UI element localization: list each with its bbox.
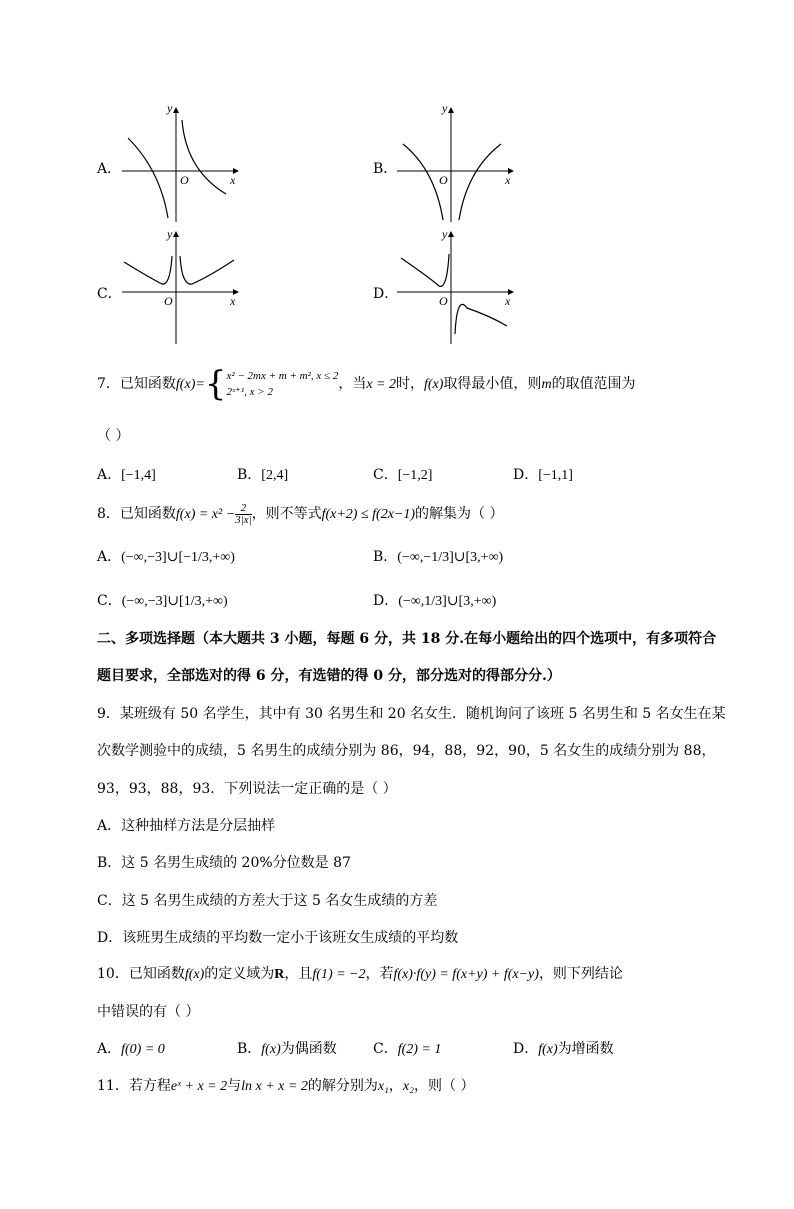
q9-option-b[interactable]: B．这 5 名男生成绩的 20%分位数是 87 (97, 855, 351, 871)
option-b-label: B． (373, 161, 398, 177)
q9-option-a[interactable]: A．这种抽样方法是分层抽样 (97, 818, 276, 834)
axis-x-label: x (230, 294, 236, 308)
question-10-line1: 10．已知函数f(x)的定义域为R，且f(1) = −2，若f(x)·f(y) = f(x+y) + f(x−y)，则下列结论 (97, 966, 623, 982)
q10-option-c[interactable]: C．f(2) = 1 (373, 1041, 442, 1057)
case-1: x² − 2mx + m + m², x ≤ 2 (226, 370, 339, 382)
axis-y-label: y (167, 101, 173, 115)
q8-option-c[interactable]: C．(−∞,−3]∪[1/3,+∞) (97, 593, 228, 609)
graph-b (395, 100, 525, 225)
question-7-paren: （ ） (97, 428, 130, 444)
q8-option-a[interactable]: A．(−∞,−3]∪[−1/3,+∞) (97, 549, 235, 565)
axis-x-label: x (505, 173, 511, 187)
origin-label: O (439, 294, 448, 308)
axis-y-label: y (442, 227, 448, 241)
section-2-heading-line1: 二、多项选择题（本大题共 3 小题，每题 6 分，共 18 分.在每小题给出的四个选项中，有多项符合 (97, 631, 717, 647)
question-7-stem: 7．已知函数f(x)={ x² − 2mx + m + m², x ≤ 2 2ˣ⁺¹, x > 2 ，当x = 2时，f(x)取得最小值，则m的取值范围为 (97, 364, 636, 404)
q7-option-c[interactable]: C．[−1,2] (373, 467, 433, 483)
q7-option-d[interactable]: D．[−1,1] (513, 467, 573, 483)
axis-x-label: x (230, 173, 236, 187)
q9-option-d[interactable]: D．该班男生成绩的平均数一定小于该班女生成绩的平均数 (97, 930, 459, 946)
graph-c (120, 228, 250, 348)
case-2: 2ˣ⁺¹, x > 2 (226, 386, 273, 398)
q9-option-c[interactable]: C．这 5 名男生成绩的方差大于这 5 名女生成绩的方差 (97, 893, 438, 909)
question-9-line3: 93，93，88，93．下列说法一定正确的是（ ） (97, 781, 397, 797)
q8-option-d[interactable]: D．(−∞,1/3]∪[3,+∞) (373, 593, 497, 609)
q7-option-a[interactable]: A．[−1,4] (97, 467, 156, 483)
graph-d (395, 228, 525, 348)
q10-option-b[interactable]: B．f(x)为偶函数 (237, 1041, 337, 1057)
option-c-label: C． (97, 286, 122, 302)
axis-x-label: x (505, 294, 511, 308)
graph-a (120, 100, 250, 225)
origin-label: O (180, 173, 189, 187)
q7-option-b[interactable]: B．[2,4] (237, 467, 289, 483)
axis-y-label: y (442, 101, 448, 115)
axis-y-label: y (167, 227, 173, 241)
origin-label: O (439, 173, 448, 187)
q8-option-b[interactable]: B．(−∞,−1/3]∪[3,+∞) (373, 549, 504, 565)
question-10-line2: 中错误的有（ ） (97, 1004, 200, 1020)
q10-option-d[interactable]: D．f(x)为增函数 (513, 1041, 614, 1057)
question-9-line1: 9．某班级有 50 名学生，其中有 30 名男生和 20 名女生．随机询问了该班 5 名男生和 5 名女生在某 (97, 706, 726, 722)
q10-option-a[interactable]: A．f(0) = 0 (97, 1041, 165, 1057)
question-8-stem: 8．已知函数f(x) = x² − $\frac{2}{3|x|}$ ，则不等式f(x+2) ≤ f(2x−1)的解集为（ ） (97, 501, 504, 526)
option-d-label: D． (373, 286, 399, 302)
option-a-label: A． (97, 161, 122, 177)
section-2-heading-line2: 题目要求，全部选对的得 6 分，有选错的得 0 分，部分选对的得部分分.） (97, 668, 561, 684)
question-9-line2: 次数学测验中的成绩，5 名男生的成绩分别为 86，94，88，92，90，5 名女生的成绩分别为 88， (97, 743, 716, 759)
question-11-stem: 11．若方程eˣ + x = 2与ln x + x = 2的解分别为x₁，x₂，则（ ） (97, 1078, 475, 1094)
origin-label: O (164, 294, 173, 308)
